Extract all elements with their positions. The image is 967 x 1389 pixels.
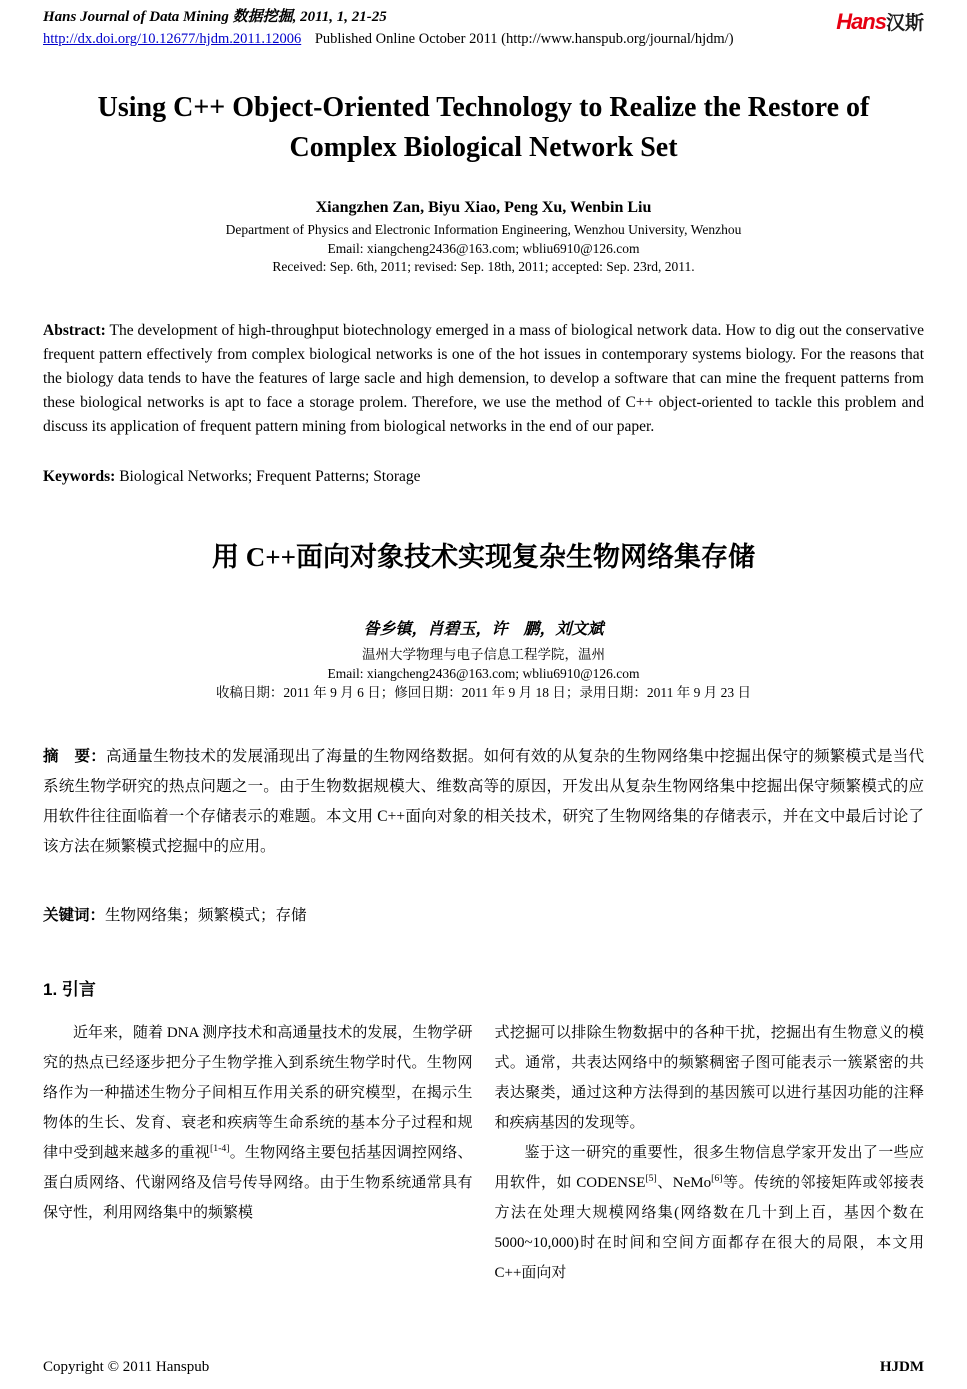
keywords-label-english: Keywords:	[43, 467, 116, 485]
hanspub-logo	[836, 8, 924, 35]
body-paragraph-left: 近年来，随着 DNA 测序技术和高通量技术的发展，生物学研究的热点已经逐步把分子生物学推入到系统生物学时代。生物网络作为一种描述生物分子间相互作用关系的研究模型，在揭示生物体的生长、发育、衰老和疾病等生命系统的基本分子过程和规律中受到越来越多的重视[1-4]。生物网络主要包括基因调控网络、蛋白质网络、代谢网络及信号传导网络。由于生物系统通常具有保守性，利用网络集中的频繁模	[43, 1024, 473, 1221]
abstract-english	[43, 319, 924, 439]
keywords-text-english: Biological Networks; Frequent Patterns; Storage	[115, 467, 421, 485]
keywords-chinese	[43, 904, 924, 928]
copyright-notice: Copyright © 2011 Hanspub	[43, 1359, 210, 1375]
affiliation-english: Department of Physics and Electronic Information Engineering, Wenzhou University, Wenzhou	[225, 222, 742, 237]
abstract-text-english: The development of high-throughput biotechnology emerged in a mass of biological network data. How to dig out the conservative frequent pattern effectively from complex biological networks is one of the hot issues in contemporary systems biology. For the reasons that the biology data tends to have the features of large sacle and high demension, to develop a software that can mine the frequent patterns from these biological networks is apt to face a storage prolem. Therefore, we use the method of C++ object-oriented to tackle this problem and discuss its application of frequent pattern mining from biological networks in the end of our paper.	[43, 321, 924, 435]
received-dates-chinese: 收稿日期：2011 年 9 月 6 日；修回日期：2011 年 9 月 18 日；录用日期：2011 年 9 月 23 日	[215, 684, 752, 700]
keywords-text-chinese: 生物网络集；频繁模式；存储	[105, 906, 307, 924]
abstract-label-english: Abstract:	[43, 321, 106, 339]
authors-english: Xiangzhen Zan, Biyu Xiao, Peng Xu, Wenbin Liu	[315, 199, 652, 216]
email-line-english: Email: xiangcheng2436@163.com; wbliu6910@126.com	[327, 240, 640, 256]
abstract-text-chinese: 高通量生物技术的发展涌现出了海量的生物网络数据。如何有效的从复杂的生物网络集中挖掘出保守的频繁模式是当代系统生物学研究的热点问题之一。由于生物数据规模大、维数高等的原因，开发出从复杂生物网络集中挖掘出保守频繁模式的应用软件往往面临着一个存储表示的难题。本文用 C++面向对象的相关技术，研究了生物网络集的存储表示，并在文中最后讨论了该方法在频繁模式挖掘中的应用。	[43, 747, 924, 855]
doi-link[interactable]: http://dx.doi.org/10.12677/hjdm.2011.12006	[43, 31, 302, 47]
page-footer	[43, 1357, 924, 1377]
received-dates-english: Received: Sep. 6th, 2011; revised: Sep. 18th, 2011; accepted: Sep. 23rd, 2011.	[272, 259, 695, 274]
doi-line	[43, 28, 734, 50]
published-online-info: Published Online October 2011 (http://www.hanspub.org/journal/hjdm/)	[314, 31, 734, 47]
body-paragraph-right-2: 鉴于这一研究的重要性，很多生物信息学家开发出了一些应用软件，如 CODENSE[5]、NeMo[6]等。传统的邻接矩阵或邻接表方法在处理大规模网络集(网络数在几十到上百，基因个数在 5000~10,000)时在时间和空间方面都存在很大的局限，本文用 C++面向对	[494, 1144, 924, 1281]
journal-header-left	[43, 6, 734, 50]
section-1-heading: 1. 引言	[43, 979, 96, 999]
keywords-english	[43, 465, 924, 489]
hanspub-logo-chinese-text: 汉斯	[885, 13, 924, 34]
keywords-label-chinese: 关键词：	[43, 906, 106, 924]
two-column-body	[43, 1018, 924, 1288]
abstract-chinese	[43, 742, 924, 862]
right-column	[495, 1018, 925, 1288]
journal-abbreviation: HJDM	[879, 1359, 924, 1375]
paper-title-chinese: 用 C++面向对象技术实现复杂生物网络集存储	[211, 541, 756, 572]
paper-title-english: Using C++ Object-Oriented Technology to Realize the Restore of Complex Biological Network Set	[97, 92, 870, 163]
authors-chinese: 昝乡镇，肖碧玉，许 鹏，刘文斌	[363, 620, 604, 638]
hanspub-logo-hans-text: Hans	[836, 9, 886, 34]
body-paragraph-right-1: 式挖掘可以排除生物数据中的各种干扰，挖掘出有生物意义的模式。通常，共表达网络中的频繁稠密子图可能表示一簇紧密的共表达聚类，通过这种方法得到的基因簇可以进行基因功能的注释和疾病基因的发现等。	[494, 1024, 924, 1131]
email-line-chinese: Email: xiangcheng2436@163.com; wbliu6910@126.com	[327, 665, 640, 681]
journal-citation: Hans Journal of Data Mining 数据挖掘, 2011, 1, 21-25	[43, 9, 387, 25]
abstract-label-chinese: 摘 要：	[43, 747, 106, 765]
journal-header	[43, 6, 924, 50]
left-column	[43, 1018, 473, 1288]
affiliation-chinese: 温州大学物理与电子信息工程学院，温州	[362, 646, 605, 662]
